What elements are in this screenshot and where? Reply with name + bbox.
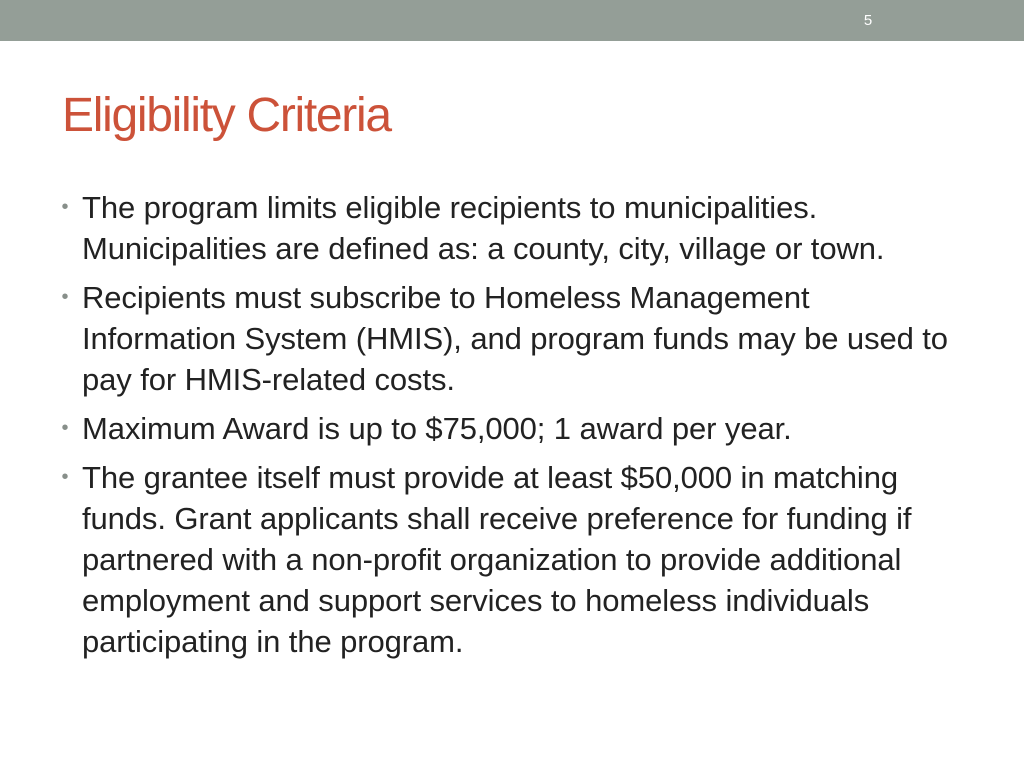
bullet-text: Maximum Award is up to $75,000; 1 award per year. bbox=[82, 411, 792, 446]
bullet-dot-icon: • bbox=[61, 466, 69, 488]
bullet-item bbox=[58, 457, 958, 662]
bullet-item bbox=[58, 408, 958, 449]
header-bar bbox=[0, 0, 1024, 41]
bullet-text: The program limits eligible recipients to municipalities. Municipalities are defined as: a county, city, village or town. bbox=[82, 190, 885, 266]
bullet-text: The grantee itself must provide at least $50,000 in matching funds. Grant applicants shall receive preference for funding if partnered with a non-profit organization to provide additional employment and support services to homeless individuals participating in the program. bbox=[82, 460, 912, 659]
bullet-dot-icon: • bbox=[61, 286, 69, 308]
bullet-dot-icon: • bbox=[61, 417, 69, 439]
bullet-text: Recipients must subscribe to Homeless Management Information System (HMIS), and program funds may be used to pay for HMIS-related costs. bbox=[82, 280, 948, 397]
slide-number: 5 bbox=[863, 12, 873, 29]
slide-title: Eligibility Criteria bbox=[62, 89, 391, 142]
bullet-item bbox=[58, 187, 958, 269]
bullet-list bbox=[58, 187, 958, 670]
bullet-dot-icon: • bbox=[61, 196, 69, 218]
bullet-item bbox=[58, 277, 958, 400]
